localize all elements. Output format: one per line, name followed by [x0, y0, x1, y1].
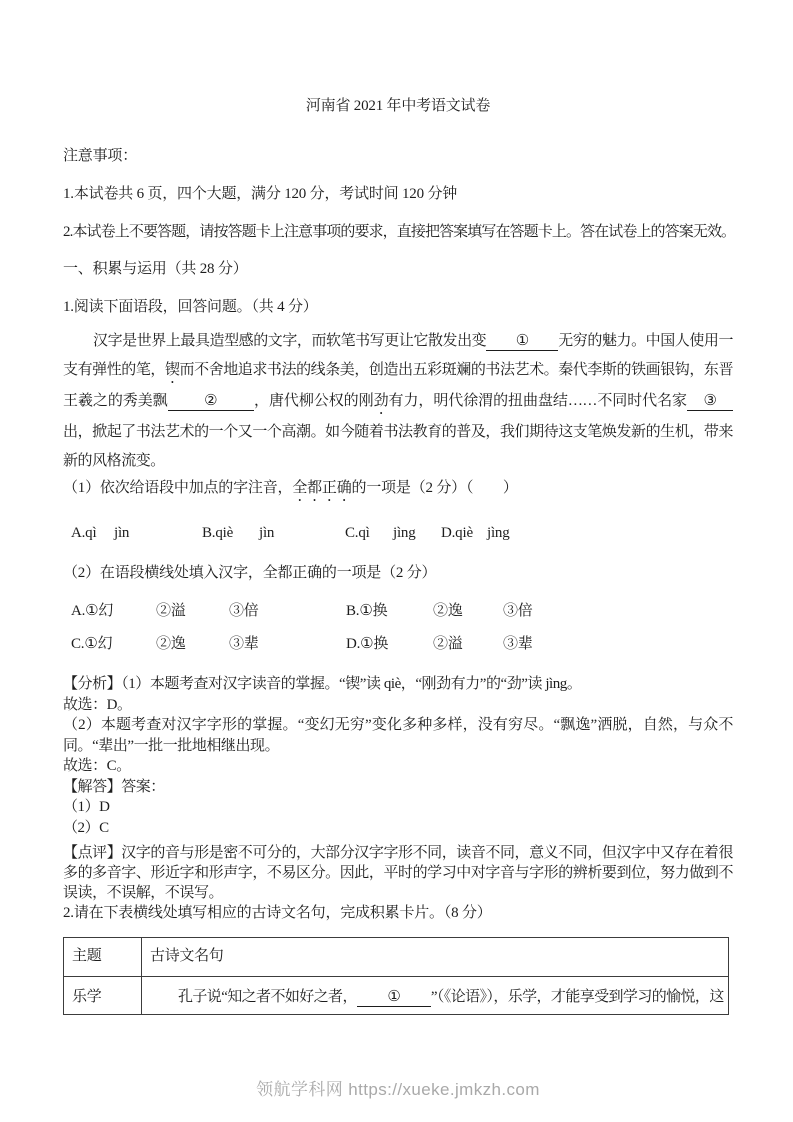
passage-text-1: 汉字是世界上最具造型感的文字，而软笔书写更让它散发出变 — [93, 333, 487, 349]
analysis-block — [63, 674, 733, 838]
option-b-item-3: ③倍 — [503, 603, 533, 619]
passage-text-3: 而不舍地追求书法的线条美，创造出五彩斑斓的书法艺术。秦代李斯的铁画银钩，东晋王羲之的秀美飘 — [63, 362, 734, 409]
notice-item-1: 1.本试卷共 6 页，四个大题，满分 120 分，考试时间 120 分钟 — [63, 186, 458, 202]
option-c-label: C.qì — [345, 525, 370, 541]
comment-block — [63, 843, 733, 903]
reading-passage — [63, 327, 733, 476]
answer-2: （2）C — [63, 819, 109, 836]
option-d-label: D.qiè — [441, 525, 473, 541]
emphasized-char-jin: 劲 — [373, 393, 389, 409]
quote-text-a: 孔子说“知之者不如好之者， — [178, 988, 357, 1005]
analysis-line-1 — [63, 674, 733, 695]
option-a-item-1: A.①幻 — [71, 603, 114, 619]
comment-line — [63, 843, 733, 903]
option-c-pinyin: jìng — [393, 525, 416, 541]
fill-blank-1 — [486, 333, 558, 351]
option-a-item-3: ③倍 — [229, 603, 259, 619]
section-1-heading: 一、积累与运用（共 28 分） — [63, 261, 248, 277]
emphasized-phrase: 全都正确 — [292, 480, 352, 496]
option-b-item-2: ②逸 — [433, 603, 463, 619]
question-1-2-stem: （2）在语段横线处填入汉字，全都正确的一项是（2 分） — [63, 565, 437, 581]
question-2-heading: 2.请在下表横线处填写相应的古诗文名句，完成积累卡片。（8 分） — [63, 905, 492, 921]
answer-heading — [63, 777, 733, 798]
emphasized-char-qie: 锲 — [164, 362, 180, 378]
passage-text-6: 出，掀起了书法艺术的一个又一个高潮。如今随着书法教育的普及，我们期待这支笔焕发新的生机，带来新的风格流变。 — [63, 424, 733, 469]
stem-text-a: （1）依次给语段中加点的字注音， — [63, 480, 293, 496]
option-c-item-3: ③辈 — [229, 636, 259, 652]
quote-text-b: ”（《论语》），乐学，才能享受到学习的愉悦，这 — [430, 988, 724, 1005]
option-d-item-2: ②溢 — [433, 636, 463, 652]
table-header-theme: 主题 — [64, 938, 142, 977]
passage-text-4: ，唐代柳公权的刚 — [253, 393, 374, 409]
option-a-pinyin: jìn — [114, 525, 130, 541]
hanzi-options-row-ab — [63, 603, 733, 619]
answer-head-text: 答案： — [121, 778, 165, 795]
pinyin-options-row — [63, 525, 733, 541]
option-d-item-3: ③辈 — [503, 636, 533, 652]
answer-label: 【解答】 — [63, 778, 122, 795]
circled-number-2: ② — [204, 393, 218, 409]
passage-text-5: 有力，明代徐渭的扭曲盘结……不同时代名家 — [388, 393, 687, 409]
table-cell-quote — [142, 977, 729, 1015]
option-c-item-2: ②逸 — [156, 636, 186, 652]
circled-number-1: ① — [515, 333, 529, 349]
circled-number-3: ③ — [703, 393, 717, 409]
passage-text-2: 无穷的魅力。中国人使用一支有弹性的笔， — [63, 333, 733, 378]
comment-text: 汉字的音与形是密不可分的，大部分汉字字形不同，读音不同，意义不同，但汉字中又存在着很多的多音字、形近字和形声字，不易区分。因此，平时的学习中对字音与字形的辨析要到位，努力做到不误读，不误解，不误写。 — [63, 845, 733, 901]
quote-fill-blank — [357, 989, 431, 1007]
answer-1: （1）D — [63, 799, 110, 815]
option-b-label: B.qiè — [202, 525, 234, 541]
fill-blank-2 — [168, 393, 254, 411]
table-header-row — [64, 938, 729, 977]
comment-label: 【点评】 — [63, 845, 122, 861]
table-cell-theme: 乐学 — [64, 977, 142, 1015]
fill-blank-3 — [687, 393, 733, 411]
option-b-item-1: B.①换 — [346, 603, 388, 619]
analysis-text-1: （1）本题考查对汉字读音的掌握。“锲”读 qiè，“刚劲有力”的“劲”读 jìng。 — [121, 676, 582, 692]
table-row — [64, 977, 729, 1015]
option-a-label: A.qì — [71, 525, 97, 541]
stem-text-b: 的一项是（2 分）（ ） — [351, 480, 518, 496]
analysis-choice-2: 故选：C。 — [63, 758, 131, 774]
accumulation-card-table — [63, 937, 729, 1015]
watermark-text: 领航学科网 https://xueke.jmkzh.com — [256, 1080, 540, 1099]
analysis-choice-1: 故选：D。 — [63, 696, 132, 713]
option-c-item-1: C.①幻 — [71, 636, 113, 652]
analysis-text-2: （2）本题考查对汉字字形的掌握。“变幻无穷”变化多种多样，没有穷尽。“飘逸”洒脱，自然，与众不同。“辈出”一批一批地相继出现。 — [63, 717, 733, 754]
hanzi-options-row-cd — [63, 636, 733, 652]
option-b-pinyin: jìn — [259, 525, 275, 541]
notice-item-2: 2.本试卷上不要答题，请按答题卡上注意事项的要求，直接把答案填写在答题卡上。答在试卷上的答案无效。 — [63, 224, 736, 240]
option-a-item-2: ②溢 — [156, 603, 186, 619]
quote-circled-number-1: ① — [387, 988, 401, 1005]
question-1-1-stem — [63, 480, 733, 505]
question-1-heading: 1.阅读下面语段，回答问题。（共 4 分） — [63, 299, 318, 315]
option-d-pinyin: jìng — [487, 525, 510, 541]
analysis-label: 【分析】 — [63, 676, 122, 692]
document-title: 河南省 2021 年中考语文试卷 — [305, 98, 491, 114]
option-d-item-1: D.①换 — [346, 636, 389, 652]
notice-heading: 注意事项： — [63, 148, 138, 164]
table-header-quote: 古诗文名句 — [142, 938, 729, 977]
